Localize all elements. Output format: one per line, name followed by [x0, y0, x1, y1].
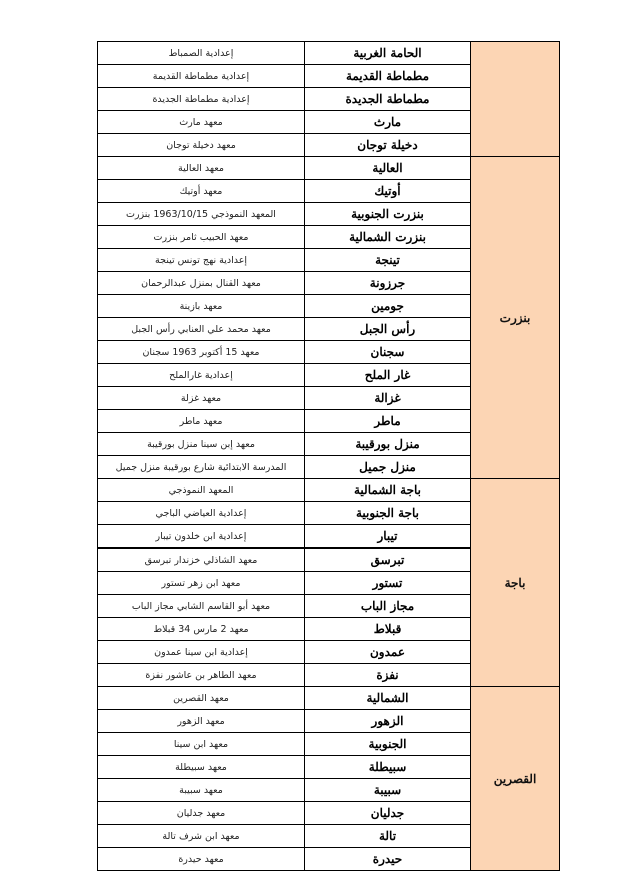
school-cell: إعدادية العياضي الباجي: [98, 502, 305, 525]
governorate-cell: القصرين: [471, 687, 560, 871]
school-cell: معهد ابن شرف تالة: [98, 825, 305, 848]
school-cell: معهد بازينة: [98, 295, 305, 318]
delegation-cell: مارث: [305, 111, 471, 134]
table-row: [98, 42, 560, 65]
governorate-cell: بنزرت: [471, 157, 560, 479]
school-cell: معهد أبو القاسم الشابي مجاز الباب: [98, 595, 305, 618]
school-cell: المدرسة الابتدائية شارع بورقيبة منزل جميل: [98, 456, 305, 479]
delegation-cell: حيدرة: [305, 848, 471, 871]
delegation-cell: تينجة: [305, 249, 471, 272]
table-row: [98, 157, 560, 180]
delegation-cell: العالية: [305, 157, 471, 180]
delegation-cell: بنزرت الشمالية: [305, 226, 471, 249]
school-cell: معهد القصرين: [98, 687, 305, 710]
delegation-cell: الشمالية: [305, 687, 471, 710]
school-cell: معهد ابن سينا: [98, 733, 305, 756]
delegation-cell: منزل جميل: [305, 456, 471, 479]
delegation-cell: تالة: [305, 825, 471, 848]
delegation-cell: غزالة: [305, 387, 471, 410]
delegation-cell: ماطر: [305, 410, 471, 433]
school-cell: إعدادية ابن سينا عمدون: [98, 641, 305, 664]
school-cell: معهد الحبيب ثامر بنزرت: [98, 226, 305, 249]
school-cell: معهد العالية: [98, 157, 305, 180]
school-cell: المعهد النموذجي 1963/10/15 بنزرت: [98, 203, 305, 226]
school-cell: إعدادية ابن خلدون تيبار: [98, 525, 305, 549]
school-cell: معهد ابن زهر تستور: [98, 572, 305, 595]
school-cell: معهد غزلة: [98, 387, 305, 410]
delegation-cell: جومين: [305, 295, 471, 318]
delegation-cell: أوتيك: [305, 180, 471, 203]
school-cell: معهد ماطر: [98, 410, 305, 433]
delegation-cell: سبيبة: [305, 779, 471, 802]
delegation-cell: مجاز الباب: [305, 595, 471, 618]
delegation-cell: الحامة الغربية: [305, 42, 471, 65]
school-cell: معهد جدليان: [98, 802, 305, 825]
delegation-cell: جرزونة: [305, 272, 471, 295]
delegation-cell: مطماطة الجديدة: [305, 88, 471, 111]
governorate-cell: باجة: [471, 479, 560, 687]
delegation-cell: سبيطلة: [305, 756, 471, 779]
school-cell: معهد القنال بمنزل عبدالرحمان: [98, 272, 305, 295]
school-cell: معهد إبن سينا منزل بورقيبة: [98, 433, 305, 456]
school-cell: معهد مارث: [98, 111, 305, 134]
exam-centers-table-body: [98, 42, 560, 871]
delegation-cell: باجة الشمالية: [305, 479, 471, 502]
school-cell: معهد محمد علي العنابي رأس الجبل: [98, 318, 305, 341]
delegation-cell: تيبار: [305, 525, 471, 549]
school-cell: معهد الطاهر بن عاشور نفزة: [98, 664, 305, 687]
school-cell: إعدادية مطماطة الجديدة: [98, 88, 305, 111]
delegation-cell: منزل بورقيبة: [305, 433, 471, 456]
exam-centers-table: [97, 41, 560, 871]
school-cell: معهد الشاذلي خزندار تبرسق: [98, 548, 305, 572]
delegation-cell: سجنان: [305, 341, 471, 364]
delegation-cell: رأس الجبل: [305, 318, 471, 341]
school-cell: إعدادية غارالملح: [98, 364, 305, 387]
school-cell: معهد حيدرة: [98, 848, 305, 871]
delegation-cell: مطماطة القديمة: [305, 65, 471, 88]
delegation-cell: تستور: [305, 572, 471, 595]
delegation-cell: الجنوبية: [305, 733, 471, 756]
school-cell: إعدادية مطماطة القديمة: [98, 65, 305, 88]
delegation-cell: بنزرت الجنوبية: [305, 203, 471, 226]
school-cell: معهد أوتيك: [98, 180, 305, 203]
school-cell: إعدادية الصمباط: [98, 42, 305, 65]
school-cell: إعدادية نهج تونس تينجة: [98, 249, 305, 272]
delegation-cell: جدليان: [305, 802, 471, 825]
delegation-cell: دخيلة توجان: [305, 134, 471, 157]
table-row: [98, 479, 560, 502]
delegation-cell: عمدون: [305, 641, 471, 664]
school-cell: معهد سبيبة: [98, 779, 305, 802]
governorate-cell: [471, 42, 560, 157]
school-cell: المعهد النموذجي: [98, 479, 305, 502]
delegation-cell: قبلاط: [305, 618, 471, 641]
school-cell: معهد دخيلة توجان: [98, 134, 305, 157]
delegation-cell: غار الملح: [305, 364, 471, 387]
delegation-cell: باجة الجنوبية: [305, 502, 471, 525]
school-cell: معهد الزهور: [98, 710, 305, 733]
delegation-cell: نفزة: [305, 664, 471, 687]
school-cell: معهد سبيطلة: [98, 756, 305, 779]
school-cell: معهد 2 مارس 34 قبلاط: [98, 618, 305, 641]
delegation-cell: تبرسق: [305, 548, 471, 572]
delegation-cell: الزهور: [305, 710, 471, 733]
school-cell: معهد 15 أكتوبر 1963 سجنان: [98, 341, 305, 364]
table-row: [98, 687, 560, 710]
